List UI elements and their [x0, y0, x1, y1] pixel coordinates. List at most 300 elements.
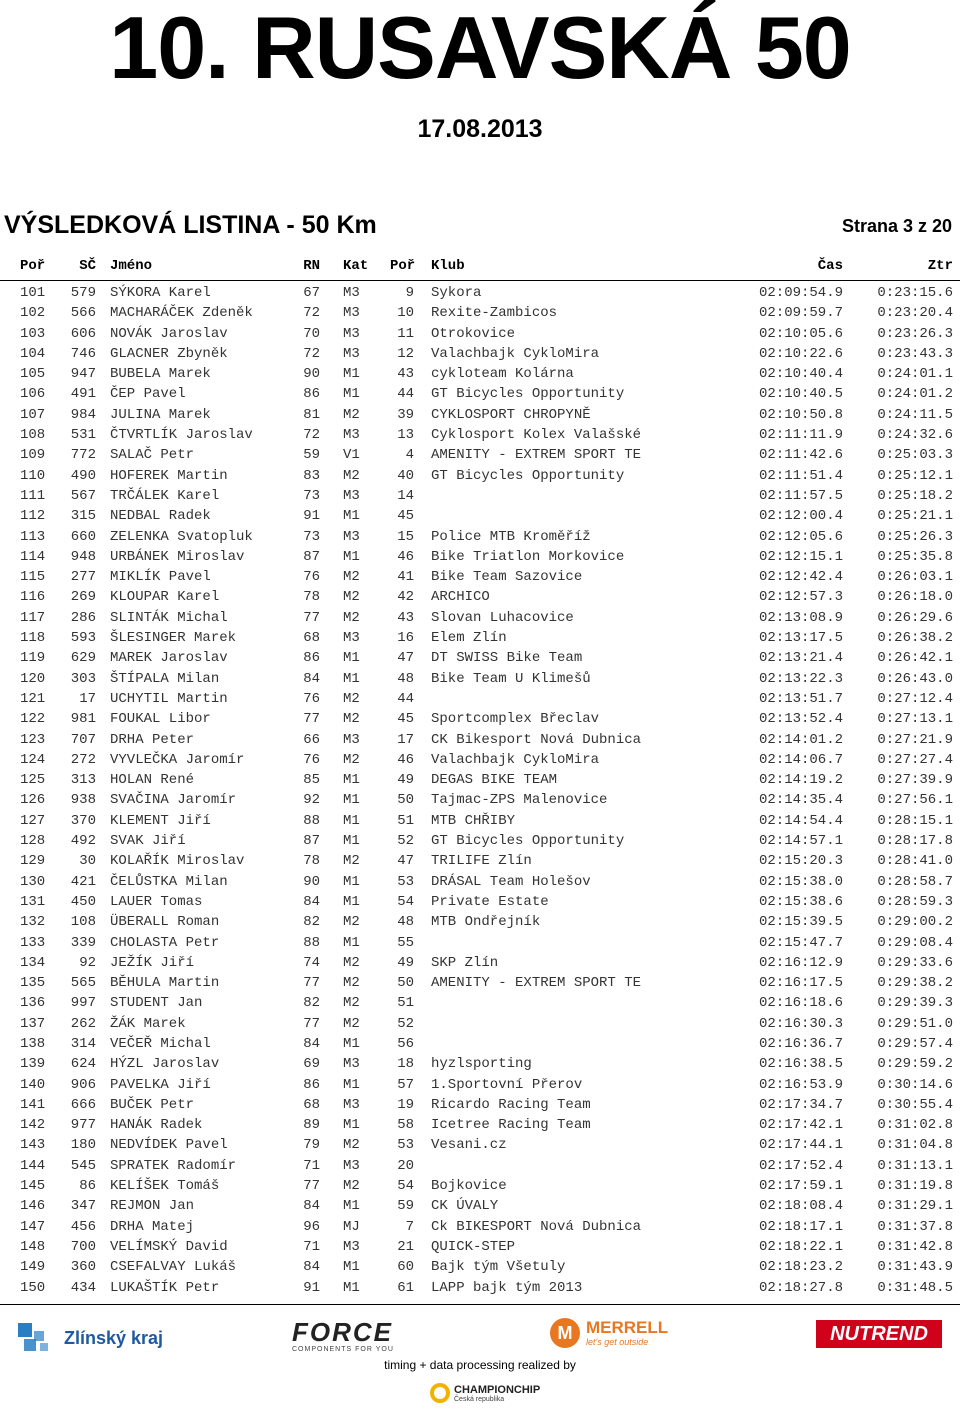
row-position: 113 [20, 528, 46, 545]
table-row [0, 933, 960, 953]
row-birth-year: 86 [303, 650, 320, 667]
row-name: MACHARÁČEK Zdeněk [110, 305, 253, 322]
row-start-number: 660 [70, 528, 96, 545]
table-header [0, 252, 960, 280]
row-position: 120 [20, 670, 46, 687]
row-name: ČTVRTLÍK Jaroslav [110, 427, 253, 444]
row-gap: 0:28:17.8 [877, 833, 953, 850]
row-start-number: 772 [70, 447, 96, 464]
row-start-number: 997 [70, 995, 96, 1012]
row-category-position: 48 [397, 914, 414, 931]
page-indicator: Strana 3 z 20 [841, 216, 952, 236]
row-position: 148 [20, 1238, 46, 1255]
row-start-number: 565 [70, 975, 96, 992]
table-row [0, 689, 960, 709]
table-row [0, 811, 960, 831]
row-name: HOFEREK Martin [110, 467, 228, 484]
row-club: GT Bicycles Opportunity [431, 386, 625, 403]
row-time: 02:14:54.4 [758, 812, 843, 829]
row-start-number: 606 [70, 325, 96, 342]
row-gap: 0:27:56.1 [877, 792, 953, 809]
row-position: 136 [20, 995, 46, 1012]
nutrend-logo: NUTREND [816, 1320, 942, 1348]
row-club: Valachbajk CykloMira [431, 751, 600, 768]
row-name: KELÍŠEK Tomáš [110, 1178, 220, 1195]
row-name: SVAČINA Jaromír [110, 792, 237, 809]
row-start-number: 545 [70, 1157, 96, 1174]
row-time: 02:15:38.6 [758, 893, 843, 910]
row-category: M3 [343, 1157, 360, 1174]
row-category-position: 59 [397, 1198, 414, 1215]
row-club: DEGAS BIKE TEAM [431, 772, 558, 789]
row-category: M3 [343, 528, 360, 545]
row-name: SÝKORA Karel [110, 285, 211, 301]
row-start-number: 262 [70, 1015, 96, 1032]
row-name: KOLAŘÍK Miroslav [110, 853, 245, 870]
table-row [0, 628, 960, 648]
row-club: Bajk tým Všetuly [431, 1259, 566, 1276]
championchip-wordmark: CHAMPIONCHIP [454, 1383, 541, 1396]
row-time: 02:18:22.1 [758, 1238, 843, 1255]
row-time: 02:14:57.1 [758, 833, 843, 850]
col-header-category-position: Poř [390, 258, 416, 274]
row-birth-year: 73 [303, 487, 320, 504]
results-table [0, 283, 960, 1298]
row-time: 02:17:52.4 [758, 1157, 843, 1174]
row-time: 02:12:05.6 [758, 528, 843, 545]
row-gap: 0:25:03.3 [877, 447, 953, 464]
row-gap: 0:28:15.1 [877, 812, 953, 829]
row-start-number: 492 [70, 833, 96, 850]
row-gap: 0:29:39.3 [877, 995, 953, 1012]
row-gap: 0:31:13.1 [877, 1157, 953, 1174]
row-gap: 0:29:08.4 [877, 934, 953, 951]
row-club: cykloteam Kolárna [431, 366, 574, 383]
table-row [0, 709, 960, 729]
force-wordmark: FORCE [292, 1317, 393, 1347]
row-position: 144 [20, 1157, 46, 1174]
row-start-number: 746 [70, 345, 96, 362]
row-gap: 0:28:41.0 [877, 853, 953, 870]
row-category-position: 9 [405, 285, 414, 301]
row-gap: 0:27:39.9 [877, 772, 953, 789]
table-row [0, 953, 960, 973]
row-birth-year: 76 [303, 569, 320, 586]
row-gap: 0:31:37.8 [877, 1218, 953, 1235]
row-time: 02:12:15.1 [758, 548, 843, 565]
row-position: 133 [20, 934, 46, 951]
row-category-position: 7 [405, 1218, 414, 1235]
row-birth-year: 87 [303, 548, 320, 565]
table-row [0, 527, 960, 547]
row-birth-year: 90 [303, 873, 320, 890]
row-gap: 0:26:43.0 [877, 670, 953, 687]
row-gap: 0:26:42.1 [877, 650, 953, 667]
row-name: MAREK Jaroslav [110, 650, 228, 667]
row-gap: 0:25:12.1 [877, 467, 953, 484]
row-position: 125 [20, 772, 46, 789]
row-start-number: 272 [70, 751, 96, 768]
row-category-position: 54 [397, 1178, 414, 1195]
row-name: FOUKAL Libor [110, 711, 211, 728]
row-category: M3 [343, 1238, 360, 1255]
row-name: HOLAN René [110, 772, 195, 789]
row-category-position: 19 [397, 1096, 414, 1113]
row-time: 02:11:42.6 [758, 447, 843, 464]
row-birth-year: 59 [303, 447, 320, 464]
row-gap: 0:27:12.4 [877, 690, 953, 707]
row-position: 122 [20, 711, 46, 728]
row-category-position: 13 [397, 427, 414, 444]
row-birth-year: 73 [303, 528, 320, 545]
row-gap: 0:26:18.0 [877, 589, 953, 606]
row-gap: 0:31:04.8 [877, 1137, 953, 1154]
row-birth-year: 91 [303, 508, 320, 525]
row-birth-year: 66 [303, 731, 320, 748]
row-position: 127 [20, 812, 46, 829]
row-start-number: 624 [70, 1056, 96, 1073]
force-tagline: COMPONENTS FOR YOU [292, 1346, 394, 1353]
row-name: TRČÁLEK Karel [110, 487, 220, 504]
row-club: Sportcomplex Břeclav [431, 711, 600, 728]
row-gap: 0:31:02.8 [877, 1117, 953, 1134]
row-category-position: 47 [397, 650, 414, 667]
table-row [0, 486, 960, 506]
row-time: 02:16:12.9 [758, 954, 843, 971]
row-position: 117 [20, 609, 46, 626]
row-position: 112 [20, 508, 46, 525]
row-category-position: 4 [405, 447, 414, 464]
row-category: M1 [343, 508, 360, 525]
row-name: SALAČ Petr [110, 447, 195, 464]
row-category-position: 57 [397, 1076, 414, 1093]
row-start-number: 981 [70, 711, 96, 728]
row-time: 02:10:40.5 [758, 386, 843, 403]
row-position: 138 [20, 1035, 46, 1052]
row-category: M1 [343, 833, 360, 850]
row-time: 02:16:36.7 [758, 1035, 843, 1052]
row-birth-year: 68 [303, 630, 320, 647]
row-birth-year: 86 [303, 386, 320, 403]
row-club: Bike Team Sazovice [431, 569, 583, 586]
row-category-position: 49 [397, 954, 414, 971]
row-start-number: 86 [79, 1178, 96, 1195]
row-time: 02:11:57.5 [758, 487, 843, 504]
row-category: M1 [343, 1117, 360, 1134]
row-birth-year: 72 [303, 345, 320, 362]
championchip-subtitle: Česká republika [454, 1395, 505, 1403]
row-club: ARCHICO [431, 589, 490, 606]
row-category: M1 [343, 1035, 360, 1052]
row-time: 02:17:34.7 [758, 1096, 843, 1113]
row-name: KLOUPAR Karel [110, 589, 220, 606]
row-category: M1 [343, 772, 360, 789]
row-time: 02:13:21.4 [758, 650, 843, 667]
row-club: GT Bicycles Opportunity [431, 833, 625, 850]
row-gap: 0:29:51.0 [877, 1015, 953, 1032]
table-row [0, 1278, 960, 1298]
row-start-number: 947 [70, 366, 96, 383]
row-club: Vesani.cz [431, 1137, 507, 1154]
row-start-number: 286 [70, 609, 96, 626]
table-row [0, 1115, 960, 1135]
table-row [0, 1075, 960, 1095]
row-birth-year: 82 [303, 995, 320, 1012]
table-row [0, 770, 960, 790]
row-time: 02:10:50.8 [758, 406, 843, 423]
row-time: 02:16:38.5 [758, 1056, 843, 1073]
row-category-position: 10 [397, 305, 414, 322]
row-category-position: 46 [397, 548, 414, 565]
row-time: 02:18:27.8 [758, 1279, 843, 1296]
row-time: 02:13:51.7 [758, 690, 843, 707]
row-gap: 0:25:21.1 [877, 508, 953, 525]
row-category: M2 [343, 589, 360, 606]
timing-credit: timing + data processing realized by [384, 1358, 576, 1372]
row-birth-year: 82 [303, 914, 320, 931]
row-birth-year: 84 [303, 893, 320, 910]
row-category-position: 18 [397, 1056, 414, 1073]
row-time: 02:14:19.2 [758, 772, 843, 789]
row-start-number: 313 [70, 772, 96, 789]
table-row [0, 648, 960, 668]
col-header-gap: Ztr [927, 258, 953, 274]
header-rule [0, 280, 960, 281]
row-name: UCHYTIL Martin [110, 690, 228, 707]
row-position: 150 [20, 1279, 46, 1296]
row-category-position: 17 [397, 731, 414, 748]
row-name: JULINA Marek [110, 406, 211, 423]
row-start-number: 269 [70, 589, 96, 606]
row-position: 121 [20, 690, 46, 707]
table-row [0, 1237, 960, 1257]
row-gap: 0:23:20.4 [877, 305, 953, 322]
table-row [0, 466, 960, 486]
row-start-number: 277 [70, 569, 96, 586]
row-name: LAUER Tomas [110, 893, 203, 910]
zlinsky-kraj-logo [18, 1318, 163, 1358]
row-club: Bojkovice [431, 1178, 507, 1195]
row-birth-year: 88 [303, 934, 320, 951]
row-start-number: 17 [79, 690, 96, 707]
row-gap: 0:27:27.4 [877, 751, 953, 768]
row-start-number: 977 [70, 1117, 96, 1134]
row-start-number: 92 [79, 954, 96, 971]
row-birth-year: 70 [303, 325, 320, 342]
row-position: 110 [20, 467, 46, 484]
row-club: 1.Sportovní Přerov [431, 1076, 583, 1093]
row-time: 02:14:35.4 [758, 792, 843, 809]
row-club: AMENITY - EXTREM SPORT TE [431, 447, 642, 464]
row-category: M2 [343, 569, 360, 586]
row-category-position: 52 [397, 1015, 414, 1032]
table-row [0, 973, 960, 993]
row-time: 02:18:17.1 [758, 1218, 843, 1235]
row-time: 02:17:42.1 [758, 1117, 843, 1134]
row-start-number: 314 [70, 1035, 96, 1052]
row-position: 129 [20, 853, 46, 870]
row-name: ÜBERALL Roman [110, 914, 220, 931]
row-start-number: 360 [70, 1259, 96, 1276]
row-start-number: 938 [70, 792, 96, 809]
row-category-position: 16 [397, 630, 414, 647]
row-position: 149 [20, 1259, 46, 1276]
row-category-position: 11 [397, 325, 414, 342]
row-category-position: 44 [397, 386, 414, 403]
table-row [0, 1135, 960, 1155]
row-club: Police MTB Kroměříž [431, 528, 591, 545]
row-name: LUKAŠTÍK Petr [110, 1279, 220, 1296]
zlin-mosaic-icon [18, 1323, 56, 1353]
row-start-number: 339 [70, 934, 96, 951]
event-title: 10. RUSAVSKÁ 50 [109, 0, 851, 97]
row-category-position: 48 [397, 670, 414, 687]
row-category: M2 [343, 853, 360, 870]
results-list-title: VÝSLEDKOVÁ LISTINA - 50 Km [4, 211, 377, 239]
merrell-wordmark: MERRELL [586, 1318, 669, 1337]
row-gap: 0:31:29.1 [877, 1198, 953, 1215]
row-category: M1 [343, 366, 360, 383]
row-category: M3 [343, 731, 360, 748]
row-club: CK Bikesport Nová Dubnica [431, 731, 642, 748]
row-category-position: 21 [397, 1238, 414, 1255]
row-category-position: 50 [397, 792, 414, 809]
row-club: Slovan Luhacovice [431, 609, 574, 626]
row-category-position: 45 [397, 508, 414, 525]
row-club: DRÁSAL Team Holešov [431, 873, 591, 890]
row-position: 131 [20, 893, 46, 910]
row-birth-year: 78 [303, 589, 320, 606]
row-start-number: 593 [70, 630, 96, 647]
row-position: 107 [20, 406, 46, 423]
row-name: BUBELA Marek [110, 366, 211, 383]
row-time: 02:14:01.2 [758, 731, 843, 748]
row-birth-year: 72 [303, 427, 320, 444]
col-header-category: Kat [343, 258, 369, 274]
row-gap: 0:29:00.2 [877, 914, 953, 931]
row-category: M1 [343, 893, 360, 910]
row-name: PAVELKA Jiří [110, 1076, 211, 1093]
row-club: GT Bicycles Opportunity [431, 467, 625, 484]
table-row [0, 303, 960, 323]
row-start-number: 567 [70, 487, 96, 504]
row-category-position: 60 [397, 1259, 414, 1276]
row-birth-year: 86 [303, 1076, 320, 1093]
row-position: 132 [20, 914, 46, 931]
row-name: ZELENKA Svatopluk [110, 528, 253, 545]
row-name: HANÁK Radek [110, 1117, 203, 1134]
row-position: 141 [20, 1096, 46, 1113]
row-start-number: 491 [70, 386, 96, 403]
row-gap: 0:27:13.1 [877, 711, 953, 728]
table-row [0, 730, 960, 750]
table-row [0, 1196, 960, 1216]
row-category-position: 45 [397, 711, 414, 728]
zlinsky-kraj-text: Zlínský kraj [64, 1327, 164, 1348]
row-club: Bike Triatlon Morkovice [431, 548, 625, 565]
row-position: 108 [20, 427, 46, 444]
row-category: M2 [343, 914, 360, 931]
row-name: HÝZL Jaroslav [110, 1056, 220, 1073]
row-category-position: 54 [397, 893, 414, 910]
row-category: M2 [343, 690, 360, 707]
row-category-position: 58 [397, 1117, 414, 1134]
table-row [0, 872, 960, 892]
table-row [0, 892, 960, 912]
footer-rule [0, 1304, 960, 1305]
row-category: M2 [343, 954, 360, 971]
row-birth-year: 68 [303, 1096, 320, 1113]
row-position: 137 [20, 1015, 46, 1032]
row-category: M2 [343, 751, 360, 768]
col-header-birth-year: RN [303, 258, 320, 274]
row-category: M2 [343, 609, 360, 626]
row-position: 139 [20, 1056, 46, 1073]
row-gap: 0:24:11.5 [877, 406, 953, 423]
row-time: 02:12:42.4 [758, 569, 843, 586]
row-name: DRHA Peter [110, 731, 195, 748]
row-category-position: 14 [397, 487, 414, 504]
row-category: M3 [343, 630, 360, 647]
row-time: 02:11:51.4 [758, 467, 843, 484]
row-start-number: 490 [70, 467, 96, 484]
row-gap: 0:31:43.9 [877, 1259, 953, 1276]
row-start-number: 579 [70, 285, 96, 301]
row-time: 02:09:59.7 [758, 305, 843, 322]
table-row [0, 567, 960, 587]
row-category: M3 [343, 285, 360, 301]
row-category: M2 [343, 406, 360, 423]
table-row [0, 344, 960, 364]
row-name: SPRATEK Radomír [110, 1157, 237, 1174]
row-birth-year: 84 [303, 1198, 320, 1215]
row-club: CK ÚVALY [431, 1198, 499, 1215]
row-time: 02:18:08.4 [758, 1198, 843, 1215]
row-name: ČEP Pavel [110, 386, 186, 403]
row-time: 02:15:39.5 [758, 914, 843, 931]
row-category-position: 44 [397, 690, 414, 707]
row-time: 02:15:20.3 [758, 853, 843, 870]
row-category: M2 [343, 1178, 360, 1195]
row-time: 02:09:54.9 [758, 285, 843, 301]
table-row [0, 993, 960, 1013]
row-category: M1 [343, 812, 360, 829]
row-category-position: 39 [397, 406, 414, 423]
table-row [0, 1014, 960, 1034]
row-category-position: 46 [397, 751, 414, 768]
col-header-name: Jméno [110, 258, 153, 274]
row-category: M1 [343, 1198, 360, 1215]
row-category: M1 [343, 1076, 360, 1093]
row-category: M3 [343, 1056, 360, 1073]
row-club: AMENITY - EXTREM SPORT TE [431, 975, 642, 992]
row-gap: 0:29:59.2 [877, 1056, 953, 1073]
row-gap: 0:29:38.2 [877, 975, 953, 992]
row-start-number: 906 [70, 1076, 96, 1093]
row-category-position: 40 [397, 467, 414, 484]
row-club: MTB CHŘIBY [431, 812, 516, 829]
row-club: Elem Zlín [431, 630, 507, 647]
row-position: 147 [20, 1218, 46, 1235]
row-category-position: 15 [397, 528, 414, 545]
row-name: CHOLASTA Petr [110, 934, 220, 951]
row-position: 142 [20, 1117, 46, 1134]
row-position: 101 [20, 285, 46, 301]
row-time: 02:14:06.7 [758, 751, 843, 768]
row-birth-year: 85 [303, 772, 320, 789]
row-position: 109 [20, 447, 46, 464]
row-category: M1 [343, 934, 360, 951]
